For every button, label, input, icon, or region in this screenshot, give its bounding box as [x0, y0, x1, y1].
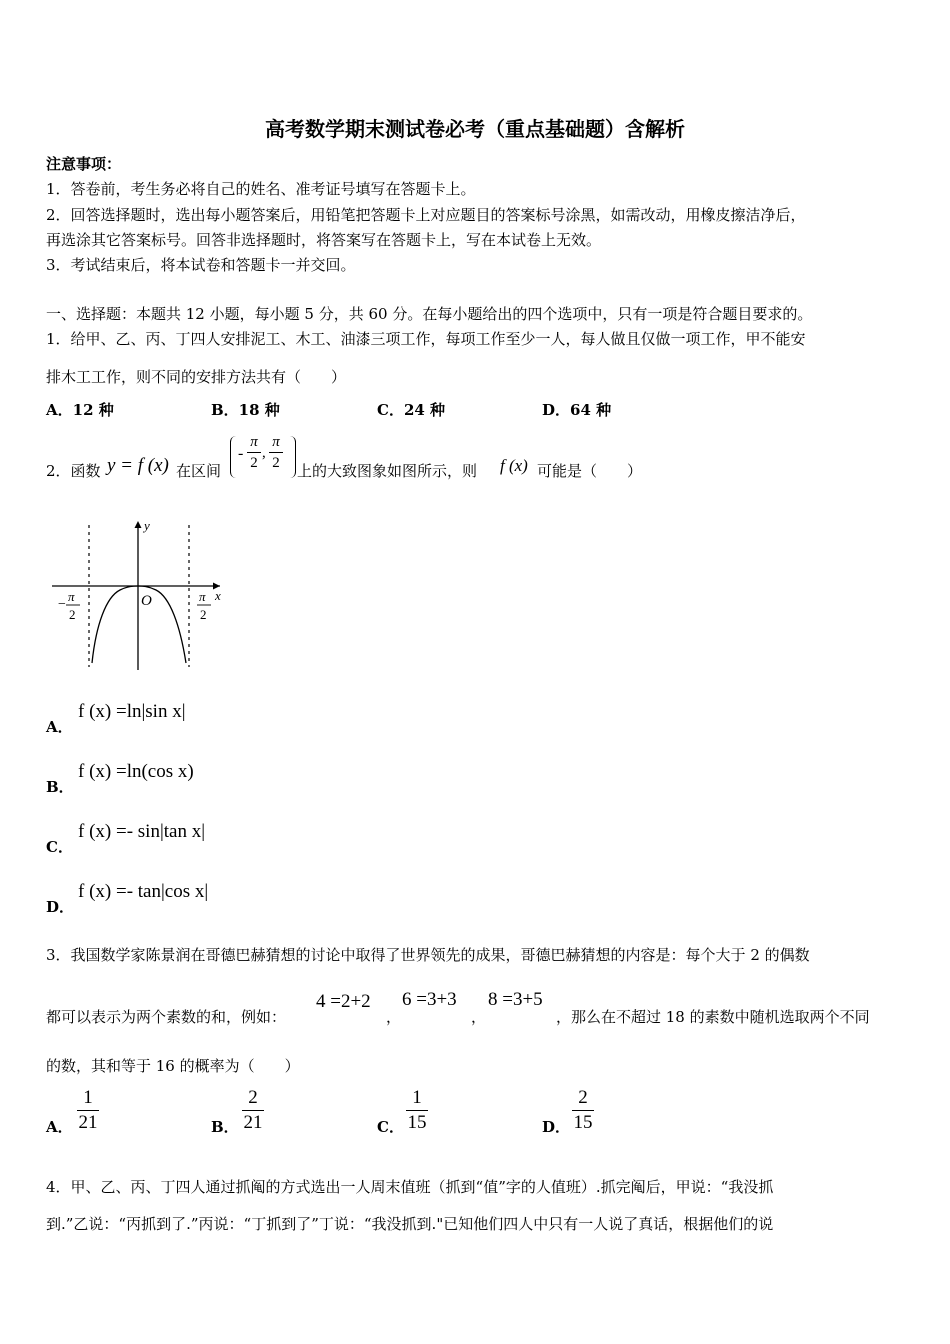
neg-pi-numerator: π [68, 589, 75, 604]
denominator: 2 [272, 455, 280, 471]
origin-label: O [141, 593, 152, 609]
q2-suffix-text: 可能是（ ） [537, 462, 643, 480]
q2-option-a-expr: f (x) =ln|sin x| [78, 701, 186, 722]
q2-interval-minus: - [238, 445, 244, 462]
q1-option-b: B．18 种 [211, 401, 280, 419]
pi-denominator: 2 [200, 607, 207, 622]
denominator: 21 [78, 1112, 98, 1133]
q2-option-d-label: D． [46, 898, 75, 916]
denominator: 21 [243, 1112, 263, 1133]
q2-function-graph [50, 515, 235, 675]
q3-option-c-label: C． [377, 1118, 404, 1136]
question-1-line: 排木工工作，则不同的安排方法共有（ ） [46, 368, 347, 386]
notice-heading: 注意事项： [46, 155, 122, 173]
q3-option-a-label: A． [46, 1118, 73, 1136]
q2-interval-right-fraction [269, 433, 283, 472]
q3-option-d-label: D． [542, 1118, 571, 1136]
page-title: 高考数学期末测试卷必考（重点基础题）含解析 [265, 117, 685, 141]
q3-option-c-fraction [406, 1087, 428, 1134]
q2-fx: f (x) [500, 456, 528, 475]
q2-option-b-expr: f (x) =ln(cos x) [78, 761, 194, 782]
q1-option-d: D．64 种 [542, 401, 612, 419]
numerator: 1 [83, 1087, 93, 1108]
numerator: 2 [248, 1087, 258, 1108]
x-axis-label: x [215, 588, 221, 603]
numerator: 1 [412, 1087, 422, 1108]
q2-option-c-expr: f (x) =- sin|tan x| [78, 821, 206, 842]
question-4-line: 到.”乙说：“丙抓到了.”丙说：“丁抓到了”丁说：“我没抓到."已知他们四人中只有一人说了真话，根据他们的说 [46, 1215, 774, 1233]
q3-option-b-fraction [242, 1087, 264, 1134]
question-3-line: ，那么在不超过 18 的素数中随机选取两个不同 [556, 1008, 870, 1026]
q2-option-d-expr: f (x) =- tan|cos x| [78, 881, 209, 902]
q3-example-1: 4 =2+2 [316, 991, 371, 1012]
q3-option-b-label: B． [211, 1118, 239, 1136]
y-axis-arrow-icon [135, 521, 142, 528]
pi-symbol: π [250, 434, 258, 450]
q3-separator: ， [386, 1008, 402, 1026]
denominator: 15 [573, 1112, 593, 1133]
q2-option-b-label: B． [46, 778, 74, 796]
question-3-line: 3．我国数学家陈景润在哥德巴赫猜想的讨论中取得了世界领先的成果，哥德巴赫猜想的内容是：每个大于 2 的偶数 [46, 946, 810, 964]
q3-separator: ， [471, 1008, 487, 1026]
q2-interval-comma: , [262, 445, 266, 461]
q1-option-a: A．12 种 [46, 401, 114, 419]
question-1-line: 1．给甲、乙、丙、丁四人安排泥工、木工、油漆三项工作，每项工作至少一人，每人做且仅做一项工作，甲不能安 [46, 330, 806, 348]
numerator: 2 [578, 1087, 588, 1108]
neg-sign: − [58, 597, 66, 612]
q3-option-a-fraction [77, 1087, 99, 1134]
question-3-line: 都可以表示为两个素数的和，例如： [46, 1008, 287, 1026]
q2-option-a-label: A． [46, 718, 73, 736]
denominator: 15 [407, 1112, 427, 1133]
q1-option-c: C．24 种 [377, 401, 446, 419]
section-heading: 一、选择题：本题共 12 小题，每小题 5 分，共 60 分。在每小题给出的四个选项中，只有一项是符合题目要求的。 [46, 305, 813, 323]
q2-option-c-label: C． [46, 838, 73, 856]
notice-item: 再选涂其它答案标号。回答非选择题时，将答案写在答题卡上，写在本试卷上无效。 [46, 231, 602, 249]
q2-mid-text: 在区间 [176, 462, 222, 480]
notice-item: 2．回答选择题时，选出每小题答案后，用铅笔把答题卡上对应题目的答案标号涂黑，如需改动，用橡皮擦洁净后， [46, 206, 806, 224]
question-3-line: 的数，其和等于 16 的概率为（ ） [46, 1057, 300, 1075]
denominator: 2 [250, 455, 258, 471]
q3-example-2: 6 =3+3 [402, 989, 457, 1010]
y-axis-label: y [144, 518, 150, 533]
function-curve [92, 586, 186, 663]
q3-option-d-fraction [572, 1087, 594, 1134]
q2-interval-left-fraction [247, 433, 261, 472]
pi-numerator: π [199, 589, 206, 604]
notice-item: 1．答卷前，考生务必将自己的姓名、准考证号填写在答题卡上。 [46, 180, 476, 198]
question-2-prefix: 2．函数 [46, 462, 101, 480]
question-4-line: 4．甲、乙、丙、丁四人通过抓阄的方式选出一人周末值班（抓到“值”字的人值班）.抓完阄后，甲说：“我没抓 [46, 1178, 774, 1196]
notice-item: 3．考试结束后，将本试卷和答题卡一并交回。 [46, 256, 356, 274]
neg-pi-denominator: 2 [69, 607, 76, 622]
q3-example-3: 8 =3+5 [488, 989, 543, 1010]
q2-function: y = f (x) [107, 455, 169, 476]
q2-after-text: 上的大致图象如图所示，则 [297, 462, 478, 480]
pi-symbol: π [272, 434, 280, 450]
